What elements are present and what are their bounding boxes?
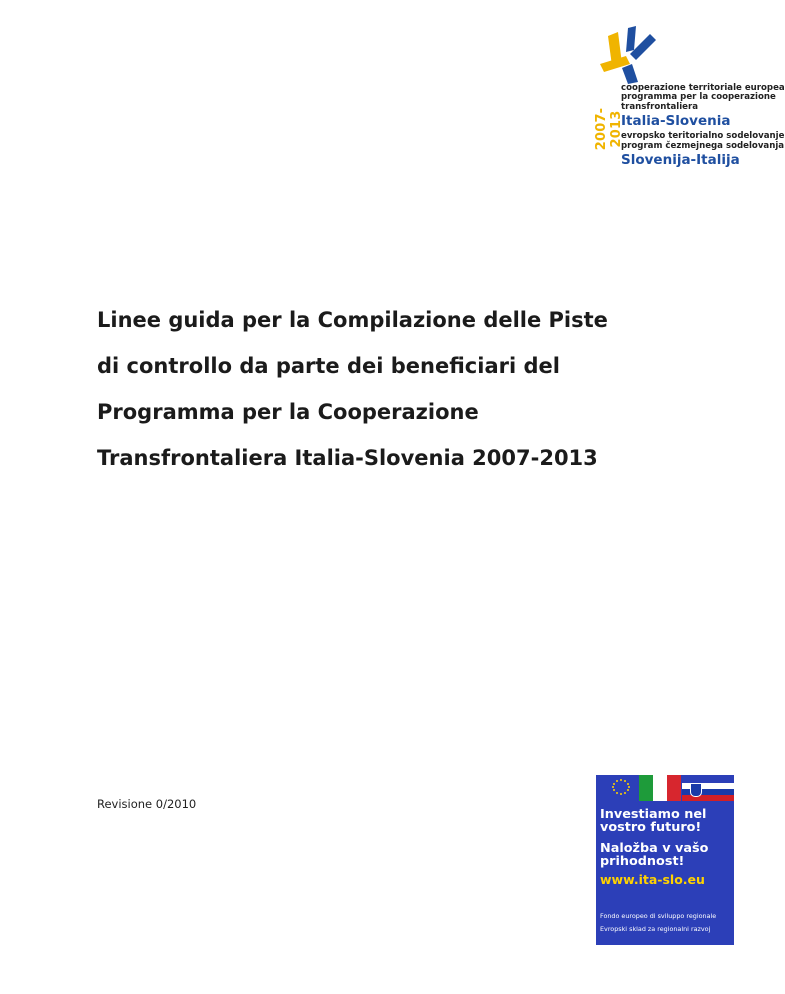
slovenia-flag-icon	[682, 783, 734, 803]
slogan-slovenian-2: prihodnost!	[600, 854, 685, 869]
logo-name-slovenian: Slovenija-Italija	[621, 152, 740, 169]
title-line-2: di controllo da parte dei beneficiari del	[97, 354, 560, 378]
fund-names	[600, 910, 716, 936]
logo-line-5: program čezmejnega sodelovanja	[621, 140, 785, 151]
title-line-4: Transfrontaliera Italia-Slovenia 2007-2013	[97, 446, 598, 470]
fund-italian: Fondo europeo di sviluppo regionale	[600, 912, 717, 920]
logo-line-2: programma per la cooperazione	[621, 92, 776, 103]
title-line-1: Linee guida per la Compilazione delle Piste	[97, 308, 608, 332]
programme-period: 2007-2013	[594, 107, 624, 151]
slogan-italian-1: Investiamo nel	[600, 807, 707, 822]
italy-flag-icon	[639, 775, 681, 801]
document-title	[97, 297, 737, 481]
title-line-3: Programma per la Cooperazione	[97, 400, 479, 424]
slogan	[600, 808, 708, 868]
logo-line-1: cooperazione territoriale europea	[621, 83, 785, 93]
slogan-italian-2: vostro futuro!	[600, 820, 702, 835]
logo-line-4: evropsko teritorialno sodelovanje	[621, 131, 785, 142]
logo-line-3: transfrontaliera	[621, 101, 699, 112]
revision-label: Revisione 0/2010	[97, 797, 197, 811]
eu-funding-panel	[596, 775, 734, 945]
programme-logo-text	[621, 83, 785, 171]
eu-flag-icon	[610, 777, 632, 797]
slovenia-coat-of-arms-icon	[690, 783, 702, 797]
slogan-slovenian-1: Naložba v vašo	[600, 841, 709, 856]
logo-name-italian: Italia-Slovenia	[621, 113, 731, 130]
fund-slovenian: Evropski sklad za regionalni razvoj	[600, 925, 711, 933]
flags-strip	[596, 775, 734, 801]
programme-website: www.ita-slo.eu	[600, 872, 705, 887]
